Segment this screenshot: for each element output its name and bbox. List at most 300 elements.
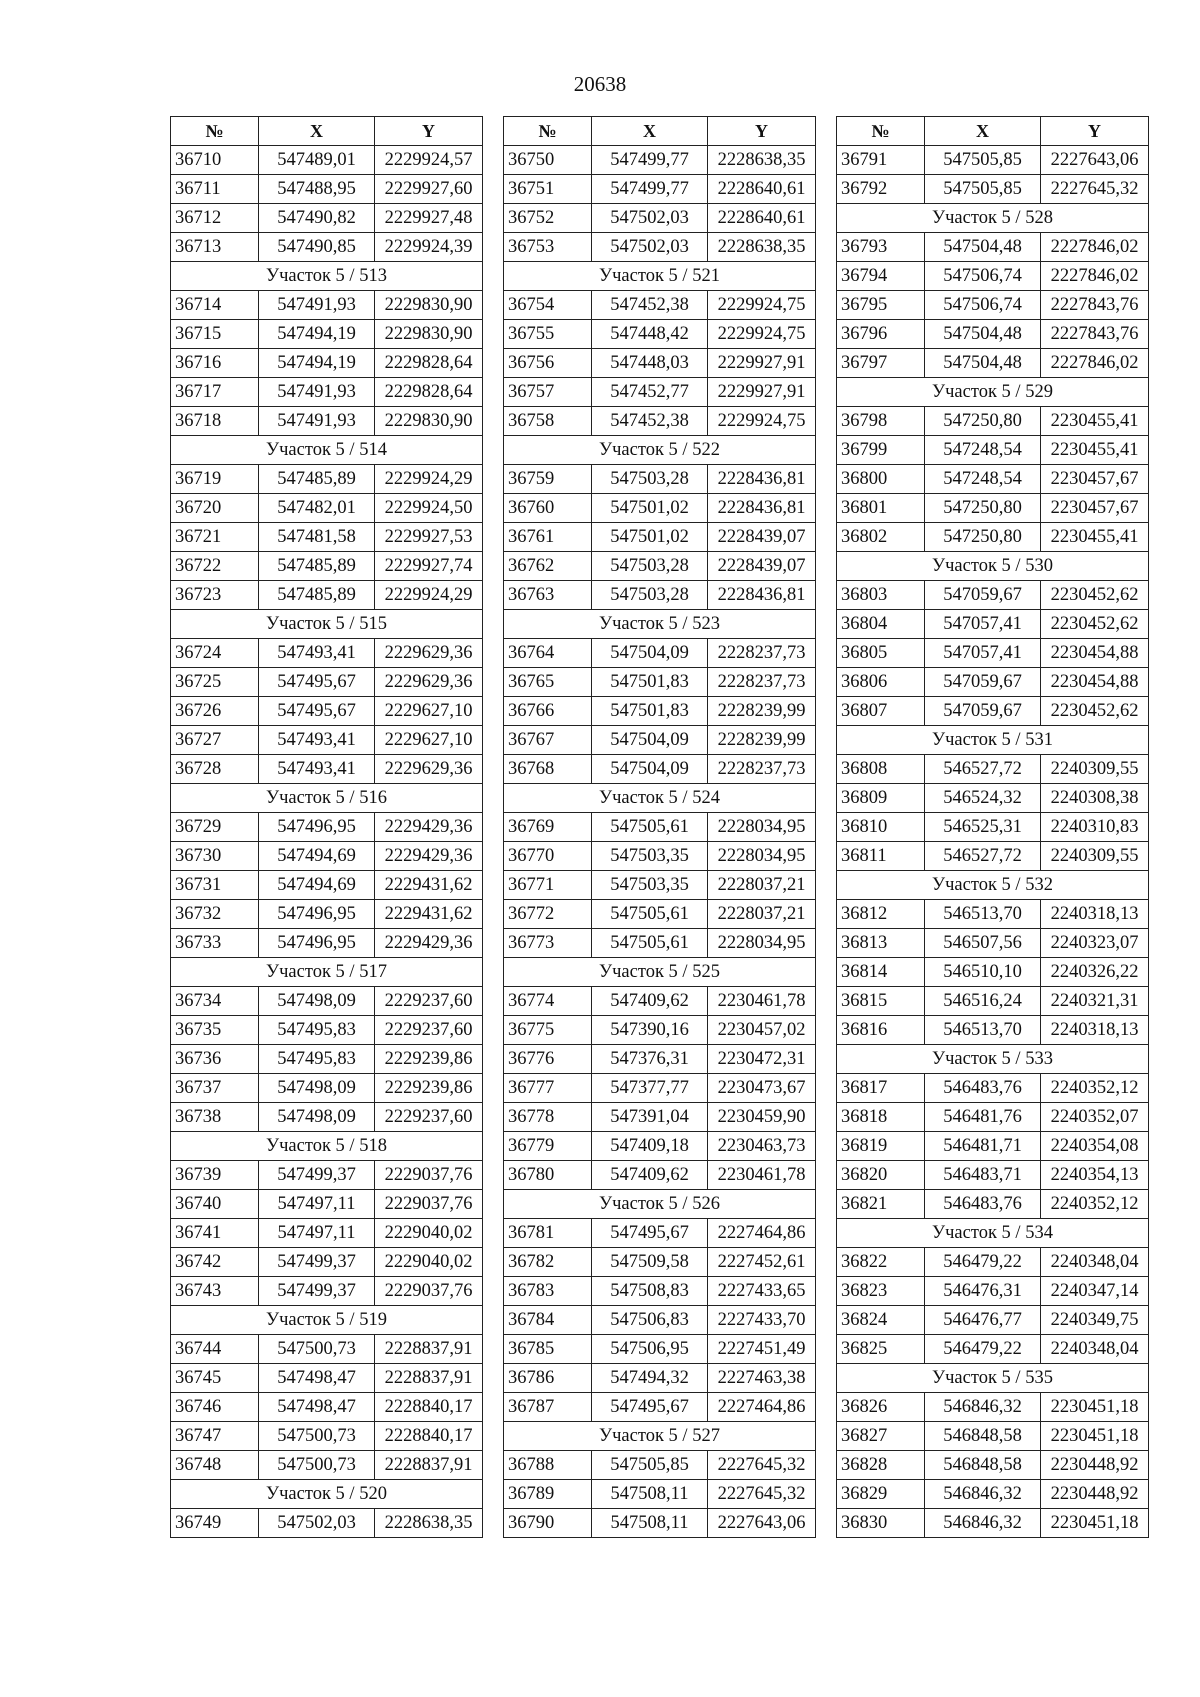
table-row	[837, 1248, 1149, 1277]
section-label: Участок 5 / 527	[504, 1422, 816, 1451]
point-number-cell: 36823	[837, 1277, 925, 1306]
y-coordinate-cell: 2229927,91	[708, 378, 816, 407]
x-coordinate-cell: 547059,67	[925, 697, 1041, 726]
x-coordinate-cell: 546846,32	[925, 1509, 1041, 1538]
point-number-cell: 36802	[837, 523, 925, 552]
y-coordinate-cell: 2228237,73	[708, 668, 816, 697]
table-row	[171, 291, 483, 320]
coordinate-table-3	[836, 116, 1149, 1538]
x-coordinate-cell: 547498,09	[259, 1074, 375, 1103]
y-coordinate-cell: 2227846,02	[1041, 262, 1149, 291]
x-coordinate-cell: 547497,11	[259, 1219, 375, 1248]
x-coordinate-cell: 547504,48	[925, 233, 1041, 262]
point-number-cell: 36732	[171, 900, 259, 929]
point-number-cell: 36799	[837, 436, 925, 465]
section-label: Участок 5 / 513	[171, 262, 483, 291]
point-number-cell: 36795	[837, 291, 925, 320]
point-number-cell: 36787	[504, 1393, 592, 1422]
x-coordinate-cell: 547494,69	[259, 871, 375, 900]
table-row	[504, 987, 816, 1016]
section-label: Участок 5 / 535	[837, 1364, 1149, 1393]
y-coordinate-cell: 2230461,78	[708, 1161, 816, 1190]
point-number-cell: 36729	[171, 813, 259, 842]
x-coordinate-cell: 547057,41	[925, 639, 1041, 668]
y-coordinate-cell: 2240348,04	[1041, 1248, 1149, 1277]
y-coordinate-cell: 2229924,75	[708, 407, 816, 436]
y-coordinate-cell: 2240352,12	[1041, 1074, 1149, 1103]
section-label: Участок 5 / 532	[837, 871, 1149, 900]
point-number-cell: 36824	[837, 1306, 925, 1335]
point-number-cell: 36827	[837, 1422, 925, 1451]
section-label: Участок 5 / 520	[171, 1480, 483, 1509]
point-number-cell: 36747	[171, 1422, 259, 1451]
y-coordinate-cell: 2227843,76	[1041, 320, 1149, 349]
table-row	[504, 320, 816, 349]
point-number-cell: 36830	[837, 1509, 925, 1538]
table-row	[171, 755, 483, 784]
y-coordinate-cell: 2228837,91	[375, 1364, 483, 1393]
section-header-row	[837, 726, 1149, 755]
x-coordinate-cell: 547505,61	[592, 929, 708, 958]
y-coordinate-cell: 2230457,67	[1041, 494, 1149, 523]
point-number-cell: 36717	[171, 378, 259, 407]
table-row	[171, 842, 483, 871]
y-coordinate-cell: 2240352,12	[1041, 1190, 1149, 1219]
y-coordinate-cell: 2230451,18	[1041, 1393, 1149, 1422]
table-row	[837, 494, 1149, 523]
point-number-cell: 36783	[504, 1277, 592, 1306]
table-row	[837, 929, 1149, 958]
x-coordinate-cell: 547491,93	[259, 407, 375, 436]
table-row	[171, 668, 483, 697]
x-coordinate-cell: 546513,70	[925, 900, 1041, 929]
x-coordinate-cell: 547504,09	[592, 755, 708, 784]
point-number-cell: 36790	[504, 1509, 592, 1538]
y-coordinate-cell: 2240310,83	[1041, 813, 1149, 842]
section-header-row	[171, 1306, 483, 1335]
table-row	[504, 465, 816, 494]
x-coordinate-cell: 547502,03	[259, 1509, 375, 1538]
x-coordinate-cell: 547505,61	[592, 900, 708, 929]
x-coordinate-cell: 546481,71	[925, 1132, 1041, 1161]
point-number-cell: 36768	[504, 755, 592, 784]
section-label: Участок 5 / 514	[171, 436, 483, 465]
section-label: Участок 5 / 531	[837, 726, 1149, 755]
section-header-row	[504, 1190, 816, 1219]
x-coordinate-cell: 547504,09	[592, 639, 708, 668]
section-header-row	[171, 1132, 483, 1161]
x-coordinate-cell: 547495,67	[259, 668, 375, 697]
point-number-cell: 36735	[171, 1016, 259, 1045]
table-row	[171, 1016, 483, 1045]
x-coordinate-cell: 547448,42	[592, 320, 708, 349]
section-label: Участок 5 / 533	[837, 1045, 1149, 1074]
x-coordinate-cell: 547505,85	[925, 175, 1041, 204]
x-coordinate-cell: 547498,47	[259, 1364, 375, 1393]
x-coordinate-cell: 547498,09	[259, 987, 375, 1016]
table-row	[504, 204, 816, 233]
section-header-row	[171, 784, 483, 813]
point-number-cell: 36803	[837, 581, 925, 610]
y-coordinate-cell: 2229924,50	[375, 494, 483, 523]
table-row	[171, 465, 483, 494]
table-row	[837, 1132, 1149, 1161]
x-coordinate-cell: 547493,41	[259, 755, 375, 784]
y-coordinate-cell: 2229629,36	[375, 668, 483, 697]
point-number-cell: 36813	[837, 929, 925, 958]
point-number-cell: 36767	[504, 726, 592, 755]
section-label: Участок 5 / 521	[504, 262, 816, 291]
table-row	[504, 1016, 816, 1045]
x-coordinate-cell: 546483,71	[925, 1161, 1041, 1190]
x-coordinate-cell: 547505,61	[592, 813, 708, 842]
point-number-cell: 36819	[837, 1132, 925, 1161]
table-row	[504, 668, 816, 697]
table-row	[504, 639, 816, 668]
table-row	[837, 639, 1149, 668]
table-row	[504, 291, 816, 320]
x-coordinate-cell: 547500,73	[259, 1335, 375, 1364]
y-coordinate-cell: 2229927,60	[375, 175, 483, 204]
table-row	[837, 436, 1149, 465]
y-coordinate-cell: 2230451,18	[1041, 1509, 1149, 1538]
table-row	[504, 1248, 816, 1277]
table-header-row	[504, 117, 816, 146]
table-row	[171, 320, 483, 349]
section-header-row	[504, 958, 816, 987]
table-row	[171, 813, 483, 842]
point-number-cell: 36786	[504, 1364, 592, 1393]
y-coordinate-cell: 2227463,38	[708, 1364, 816, 1393]
point-number-cell: 36738	[171, 1103, 259, 1132]
point-number-cell: 36724	[171, 639, 259, 668]
table-row	[171, 407, 483, 436]
point-number-cell: 36719	[171, 465, 259, 494]
x-coordinate-cell: 547504,09	[592, 726, 708, 755]
x-coordinate-cell: 547057,41	[925, 610, 1041, 639]
point-number-cell: 36712	[171, 204, 259, 233]
table-row	[171, 1422, 483, 1451]
point-number-cell: 36734	[171, 987, 259, 1016]
x-coordinate-cell: 547501,83	[592, 668, 708, 697]
x-coordinate-cell: 547409,62	[592, 987, 708, 1016]
y-coordinate-cell: 2227433,70	[708, 1306, 816, 1335]
x-coordinate-cell: 547391,04	[592, 1103, 708, 1132]
x-coordinate-cell: 547059,67	[925, 581, 1041, 610]
point-number-cell: 36720	[171, 494, 259, 523]
y-coordinate-cell: 2229830,90	[375, 407, 483, 436]
point-number-cell: 36715	[171, 320, 259, 349]
y-coordinate-cell: 2240318,13	[1041, 900, 1149, 929]
y-coordinate-cell: 2230472,31	[708, 1045, 816, 1074]
point-number-cell: 36764	[504, 639, 592, 668]
section-label: Участок 5 / 522	[504, 436, 816, 465]
y-coordinate-cell: 2240352,07	[1041, 1103, 1149, 1132]
x-coordinate-cell: 547494,19	[259, 349, 375, 378]
point-number-cell: 36740	[171, 1190, 259, 1219]
x-coordinate-cell: 546483,76	[925, 1190, 1041, 1219]
x-coordinate-cell: 547501,83	[592, 697, 708, 726]
section-header-row	[837, 552, 1149, 581]
y-coordinate-cell: 2227433,65	[708, 1277, 816, 1306]
point-number-cell: 36780	[504, 1161, 592, 1190]
point-number-cell: 36817	[837, 1074, 925, 1103]
point-number-cell: 36753	[504, 233, 592, 262]
table-header-row	[171, 117, 483, 146]
table-row	[504, 726, 816, 755]
table-row	[837, 1277, 1149, 1306]
x-coordinate-cell: 547503,28	[592, 552, 708, 581]
y-coordinate-cell: 2228436,81	[708, 581, 816, 610]
x-coordinate-cell: 547503,35	[592, 871, 708, 900]
table-row	[837, 581, 1149, 610]
table-row	[837, 900, 1149, 929]
table-row	[171, 204, 483, 233]
table-row	[504, 1480, 816, 1509]
header-number: №	[171, 117, 259, 146]
x-coordinate-cell: 547494,69	[259, 842, 375, 871]
y-coordinate-cell: 2230451,18	[1041, 1422, 1149, 1451]
table-row	[837, 1335, 1149, 1364]
x-coordinate-cell: 547499,77	[592, 146, 708, 175]
point-number-cell: 36779	[504, 1132, 592, 1161]
table-row	[837, 1393, 1149, 1422]
x-coordinate-cell: 547491,93	[259, 291, 375, 320]
table-row	[504, 1364, 816, 1393]
point-number-cell: 36759	[504, 465, 592, 494]
x-coordinate-cell: 546476,31	[925, 1277, 1041, 1306]
point-number-cell: 36809	[837, 784, 925, 813]
point-number-cell: 36775	[504, 1016, 592, 1045]
table-row	[504, 755, 816, 784]
point-number-cell: 36776	[504, 1045, 592, 1074]
x-coordinate-cell: 546524,32	[925, 784, 1041, 813]
header-y: Y	[1041, 117, 1149, 146]
section-header-row	[504, 1422, 816, 1451]
x-coordinate-cell: 547485,89	[259, 581, 375, 610]
x-coordinate-cell: 547499,37	[259, 1248, 375, 1277]
x-coordinate-cell: 547505,85	[592, 1451, 708, 1480]
table-row	[171, 378, 483, 407]
point-number-cell: 36798	[837, 407, 925, 436]
point-number-cell: 36782	[504, 1248, 592, 1277]
point-number-cell: 36811	[837, 842, 925, 871]
y-coordinate-cell: 2229429,36	[375, 929, 483, 958]
y-coordinate-cell: 2227464,86	[708, 1393, 816, 1422]
x-coordinate-cell: 547495,67	[259, 697, 375, 726]
y-coordinate-cell: 2228436,81	[708, 494, 816, 523]
x-coordinate-cell: 547506,74	[925, 262, 1041, 291]
header-number: №	[837, 117, 925, 146]
x-coordinate-cell: 546846,32	[925, 1393, 1041, 1422]
table-row	[171, 639, 483, 668]
y-coordinate-cell: 2230448,92	[1041, 1480, 1149, 1509]
x-coordinate-cell: 547481,58	[259, 523, 375, 552]
x-coordinate-cell: 546848,58	[925, 1422, 1041, 1451]
section-label: Участок 5 / 517	[171, 958, 483, 987]
y-coordinate-cell: 2229237,60	[375, 1103, 483, 1132]
y-coordinate-cell: 2229927,48	[375, 204, 483, 233]
x-coordinate-cell: 547505,85	[925, 146, 1041, 175]
y-coordinate-cell: 2228034,95	[708, 842, 816, 871]
x-coordinate-cell: 547452,38	[592, 407, 708, 436]
table-row	[837, 262, 1149, 291]
x-coordinate-cell: 546513,70	[925, 1016, 1041, 1045]
table-row	[837, 755, 1149, 784]
point-number-cell: 36800	[837, 465, 925, 494]
x-coordinate-cell: 547482,01	[259, 494, 375, 523]
point-number-cell: 36731	[171, 871, 259, 900]
point-number-cell: 36788	[504, 1451, 592, 1480]
y-coordinate-cell: 2228837,91	[375, 1335, 483, 1364]
x-coordinate-cell: 547501,02	[592, 494, 708, 523]
x-coordinate-cell: 547489,01	[259, 146, 375, 175]
table-row	[504, 1074, 816, 1103]
table-row	[171, 1074, 483, 1103]
x-coordinate-cell: 546527,72	[925, 755, 1041, 784]
y-coordinate-cell: 2227645,32	[1041, 175, 1149, 204]
point-number-cell: 36737	[171, 1074, 259, 1103]
x-coordinate-cell: 547499,77	[592, 175, 708, 204]
table-row	[837, 1161, 1149, 1190]
y-coordinate-cell: 2228837,91	[375, 1451, 483, 1480]
y-coordinate-cell: 2230454,88	[1041, 639, 1149, 668]
y-coordinate-cell: 2227643,06	[708, 1509, 816, 1538]
y-coordinate-cell: 2227452,61	[708, 1248, 816, 1277]
table-row	[504, 1451, 816, 1480]
section-header-row	[504, 436, 816, 465]
x-coordinate-cell: 547504,48	[925, 320, 1041, 349]
table-row	[171, 552, 483, 581]
x-coordinate-cell: 547250,80	[925, 494, 1041, 523]
x-coordinate-cell: 547503,28	[592, 581, 708, 610]
point-number-cell: 36749	[171, 1509, 259, 1538]
x-coordinate-cell: 546507,56	[925, 929, 1041, 958]
point-number-cell: 36730	[171, 842, 259, 871]
point-number-cell: 36757	[504, 378, 592, 407]
point-number-cell: 36777	[504, 1074, 592, 1103]
table-row	[837, 1103, 1149, 1132]
table-row	[171, 900, 483, 929]
table-row	[171, 1451, 483, 1480]
y-coordinate-cell: 2229237,60	[375, 987, 483, 1016]
section-label: Участок 5 / 525	[504, 958, 816, 987]
x-coordinate-cell: 547485,89	[259, 465, 375, 494]
point-number-cell: 36784	[504, 1306, 592, 1335]
table-row	[837, 146, 1149, 175]
y-coordinate-cell: 2229040,02	[375, 1248, 483, 1277]
point-number-cell: 36714	[171, 291, 259, 320]
x-coordinate-cell: 547448,03	[592, 349, 708, 378]
point-number-cell: 36748	[171, 1451, 259, 1480]
table-row	[171, 697, 483, 726]
table-row	[171, 523, 483, 552]
section-header-row	[837, 1045, 1149, 1074]
y-coordinate-cell: 2230459,90	[708, 1103, 816, 1132]
section-header-row	[171, 436, 483, 465]
point-number-cell: 36716	[171, 349, 259, 378]
point-number-cell: 36826	[837, 1393, 925, 1422]
x-coordinate-cell: 547248,54	[925, 465, 1041, 494]
y-coordinate-cell: 2228034,95	[708, 929, 816, 958]
section-label: Участок 5 / 524	[504, 784, 816, 813]
table-row	[504, 900, 816, 929]
point-number-cell: 36794	[837, 262, 925, 291]
y-coordinate-cell: 2229429,36	[375, 813, 483, 842]
point-number-cell: 36821	[837, 1190, 925, 1219]
point-number-cell: 36760	[504, 494, 592, 523]
point-number-cell: 36739	[171, 1161, 259, 1190]
point-number-cell: 36796	[837, 320, 925, 349]
point-number-cell: 36771	[504, 871, 592, 900]
table-row	[171, 871, 483, 900]
y-coordinate-cell: 2230463,73	[708, 1132, 816, 1161]
y-coordinate-cell: 2229924,29	[375, 465, 483, 494]
section-header-row	[837, 378, 1149, 407]
y-coordinate-cell: 2228638,35	[708, 146, 816, 175]
y-coordinate-cell: 2230461,78	[708, 987, 816, 1016]
table-body	[171, 146, 483, 1538]
point-number-cell: 36761	[504, 523, 592, 552]
table-row	[504, 1393, 816, 1422]
point-number-cell: 36755	[504, 320, 592, 349]
table-row	[504, 581, 816, 610]
point-number-cell: 36822	[837, 1248, 925, 1277]
table-row	[171, 146, 483, 175]
point-number-cell: 36807	[837, 697, 925, 726]
table-row	[171, 494, 483, 523]
table-body	[837, 146, 1149, 1538]
point-number-cell: 36773	[504, 929, 592, 958]
y-coordinate-cell: 2228034,95	[708, 813, 816, 842]
table-row	[504, 552, 816, 581]
section-header-row	[171, 958, 483, 987]
x-coordinate-cell: 546510,10	[925, 958, 1041, 987]
table-row	[837, 958, 1149, 987]
table-row	[837, 349, 1149, 378]
x-coordinate-cell: 547499,37	[259, 1277, 375, 1306]
y-coordinate-cell: 2240326,22	[1041, 958, 1149, 987]
table-row	[837, 1480, 1149, 1509]
table-row	[171, 1190, 483, 1219]
y-coordinate-cell: 2229037,76	[375, 1161, 483, 1190]
point-number-cell: 36801	[837, 494, 925, 523]
y-coordinate-cell: 2230454,88	[1041, 668, 1149, 697]
y-coordinate-cell: 2230455,41	[1041, 436, 1149, 465]
y-coordinate-cell: 2227645,32	[708, 1480, 816, 1509]
x-coordinate-cell: 547496,95	[259, 813, 375, 842]
y-coordinate-cell: 2240354,08	[1041, 1132, 1149, 1161]
table-row	[504, 813, 816, 842]
section-label: Участок 5 / 523	[504, 610, 816, 639]
section-label: Участок 5 / 515	[171, 610, 483, 639]
x-coordinate-cell: 547376,31	[592, 1045, 708, 1074]
x-coordinate-cell: 547496,95	[259, 929, 375, 958]
point-number-cell: 36728	[171, 755, 259, 784]
x-coordinate-cell: 546479,22	[925, 1335, 1041, 1364]
x-coordinate-cell: 547509,58	[592, 1248, 708, 1277]
y-coordinate-cell: 2227643,06	[1041, 146, 1149, 175]
point-number-cell: 36816	[837, 1016, 925, 1045]
table-row	[837, 987, 1149, 1016]
x-coordinate-cell: 547495,83	[259, 1045, 375, 1074]
y-coordinate-cell: 2228640,61	[708, 175, 816, 204]
y-coordinate-cell: 2227451,49	[708, 1335, 816, 1364]
x-coordinate-cell: 547502,03	[592, 204, 708, 233]
x-coordinate-cell: 547508,11	[592, 1480, 708, 1509]
y-coordinate-cell: 2229924,29	[375, 581, 483, 610]
y-coordinate-cell: 2227645,32	[708, 1451, 816, 1480]
